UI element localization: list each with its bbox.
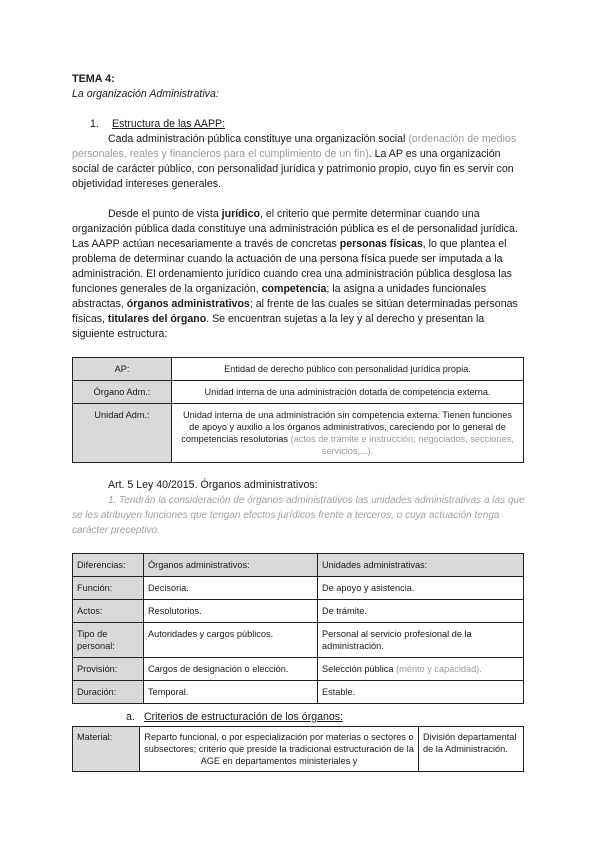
table-row [73, 577, 524, 600]
row-key: Duración: [73, 681, 144, 704]
row-value: Entidad de derecho público con personalidad jurídica propia. [172, 358, 524, 381]
row-key: Material: [73, 727, 140, 772]
row-mid: Reparto funcional, o por especialización por materias o sectores o subsectores; criterio que preside la tradicional estructuración de la AGE en departamentos ministeriales y [140, 727, 419, 772]
paragraph-2 [72, 207, 527, 342]
row-value-text: Unidad interna de una administración sin competencia externa. Tienen funciones de apoyo y auxilio a los órganos administrativos, careciendo por lo general de competencias resolutorias [181, 410, 512, 444]
criteria-heading [126, 710, 527, 725]
header-key: Diferencias: [73, 554, 144, 577]
row-right: División departamental de la Administración. [419, 727, 524, 772]
row-col1: Resolutorios. [144, 600, 318, 623]
table-row [73, 681, 524, 704]
p1-text-b: . La AP es una organización social de carácter público, con personalidad jurídica y patrimonio propio, cuyo fin es servir con objetividad intereses generales. [72, 148, 514, 190]
p2-bold-personas: personas físicas [339, 238, 423, 250]
row-key: Actos: [73, 600, 144, 623]
section-title: Estructura de las AAPP: [112, 118, 226, 130]
table-row [73, 623, 524, 658]
header-col1: Órganos administrativos: [144, 554, 318, 577]
row-col2-gray: (mérito y capacidad). [396, 664, 482, 674]
row-key: Función: [73, 577, 144, 600]
article-heading: Art. 5 Ley 40/2015. Órganos administrativos: [108, 479, 318, 491]
row-col2: De trámite. [318, 600, 524, 623]
row-key: Tipo de personal: [73, 623, 144, 658]
criteria-title: Criterios de estructuración de los órganos: [144, 711, 344, 723]
p2-text-g: . Se encuentran sujetas a la ley y al derecho y presentan la siguiente estructura: [72, 313, 485, 340]
p2-text-f: ; al frente de las cuales se sitúan determinadas personas físicas, [72, 298, 518, 325]
p2-text-c: , el criterio que permite determinar cuando una organización pública dada constituye una administración pública es el de personalidad jurídica. Las AAPP actúan necesariamente a través de concretas [72, 208, 518, 250]
row-col1: Decisoria. [144, 577, 318, 600]
p1-text-a: Cada administración pública constituye una organización social [108, 133, 406, 145]
p2-bold-organos: órganos administrativos [126, 298, 250, 310]
row-key: AP: [73, 358, 172, 381]
row-key: Órgano Adm.: [73, 381, 172, 404]
p2-text-d: , lo que plantea el problema de determinar cuando la actuación de una persona física puede ser imputada a la administración. El ordenamiento jurídico cuando crea una administración pública desglosa las funciones generales de la organización, [72, 238, 512, 295]
section-heading [90, 117, 527, 132]
doc-subtitle: La organización Administrativa: [72, 88, 219, 100]
article-body: 1. Tendrán la consideración de órganos administrativos las unidades administrativas a las que se les atribuyen funciones que tengan efectos jurídicos frente a terceros, o cuya actuación tenga carácter preceptivo. [72, 495, 525, 536]
table-row [73, 600, 524, 623]
row-col1: Temporal. [144, 681, 318, 704]
p2-bold-titulares: titulares del órgano [107, 313, 207, 325]
doc-title: TEMA 4: [72, 73, 115, 85]
row-col2 [318, 658, 524, 681]
table-row [73, 404, 524, 463]
row-value: Unidad interna de una administración dotada de competencia externa. [172, 381, 524, 404]
p2-text-e: ; la asigna a unidades funcionales abstractas, [72, 283, 487, 310]
row-col2: Personal al servicio profesional de la administración. [318, 623, 524, 658]
p1-gray-note: (ordenación de medios personales, reales y financieros para el cumplimiento de un fin) [72, 133, 517, 160]
paragraph-1 [72, 132, 527, 192]
p2-bold-juridico: jurídico [221, 208, 260, 220]
table-row [73, 358, 524, 381]
structure-table [72, 357, 524, 463]
table-header-row [73, 554, 524, 577]
row-key: Provisión: [73, 658, 144, 681]
table-row [73, 727, 524, 772]
differences-table [72, 553, 524, 704]
p2-text-a: Desde el punto de vista [108, 208, 219, 220]
section-number: 1. [90, 118, 99, 130]
document-page [72, 72, 527, 772]
row-value [172, 404, 524, 463]
row-value-gray: (actos de trámite e instrucción; negociados, secciones, servicios,...). [290, 434, 514, 456]
row-col2: De apoyo y asistencia. [318, 577, 524, 600]
table-row [73, 658, 524, 681]
criteria-letter: a. [126, 711, 135, 723]
header-col2: Unidades administrativas: [318, 554, 524, 577]
table-row [73, 381, 524, 404]
row-key: Unidad Adm.: [73, 404, 172, 463]
row-col2-text: Selección pública [322, 664, 394, 674]
row-col2: Estable. [318, 681, 524, 704]
row-col1: Autoridades y cargos públicos. [144, 623, 318, 658]
article-text [72, 493, 527, 538]
p2-bold-competencia: competencia [261, 283, 327, 295]
row-col1: Cargos de designación o elección. [144, 658, 318, 681]
criteria-table [72, 726, 524, 772]
